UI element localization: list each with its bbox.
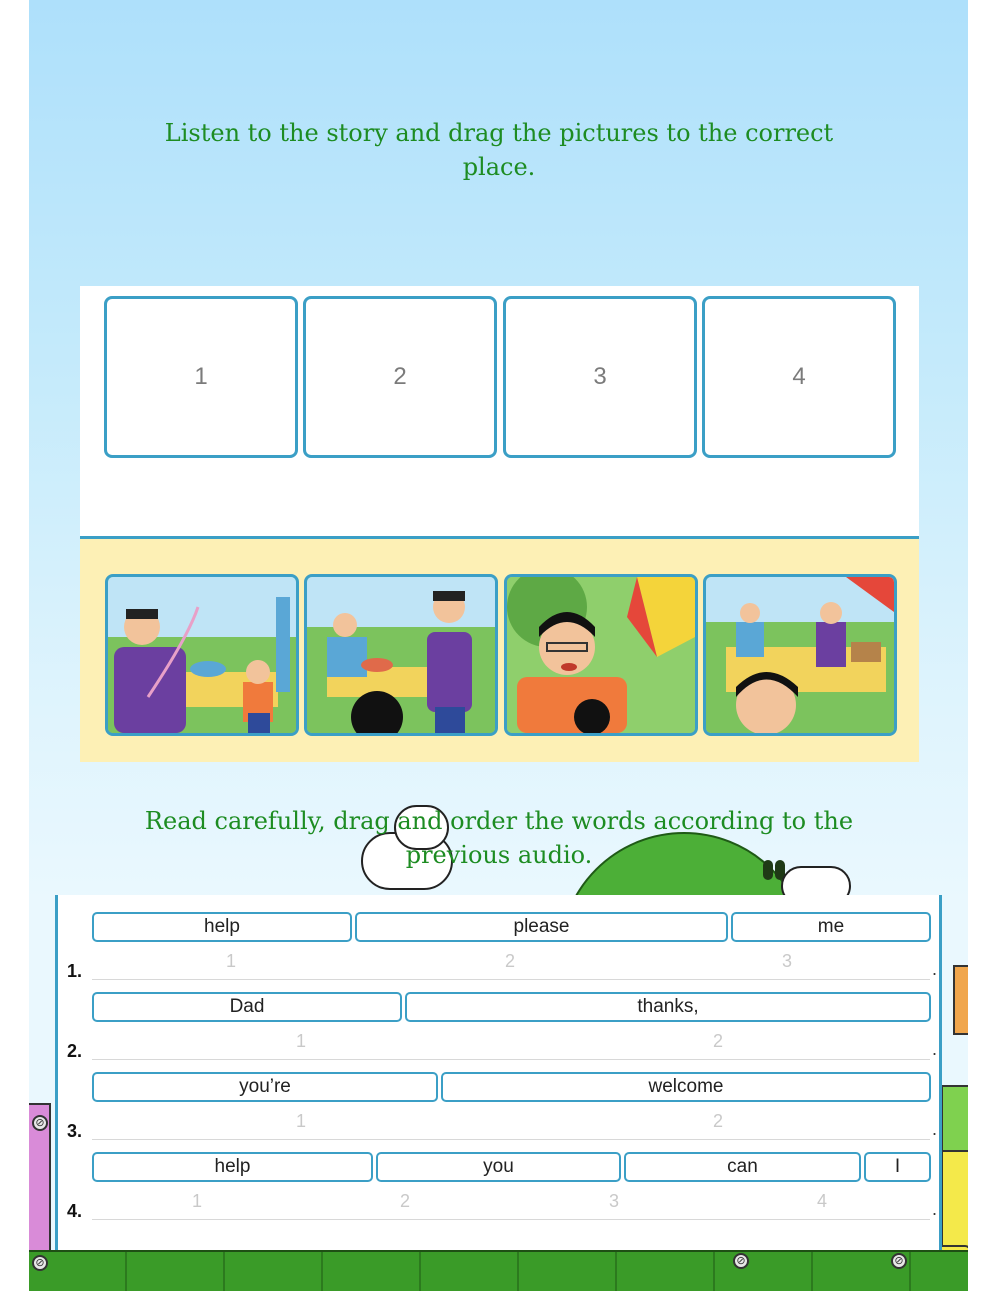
bolt-icon: ⊘ xyxy=(891,1253,907,1269)
background-ground xyxy=(29,1250,968,1291)
bolt-icon: ⊘ xyxy=(32,1115,48,1131)
drop-slot-3[interactable]: 3 xyxy=(503,296,697,458)
word-tile[interactable]: you’re xyxy=(92,1072,438,1102)
word-tile[interactable]: please xyxy=(355,912,728,942)
word-tile[interactable]: you xyxy=(376,1152,621,1182)
word-tile[interactable]: me xyxy=(731,912,931,942)
word-tile[interactable]: Dad xyxy=(92,992,402,1022)
answer-slot-1[interactable]: 1 xyxy=(296,1111,307,1131)
answer-slot-4[interactable]: 4 xyxy=(817,1191,828,1211)
background-pipe-yellow xyxy=(941,1150,968,1255)
word-tile[interactable]: thanks, xyxy=(405,992,931,1022)
drop-slot-4[interactable]: 4 xyxy=(702,296,896,458)
sentence-end: . xyxy=(932,959,938,979)
question-number: 2. xyxy=(67,1041,83,1061)
answer-slot-1[interactable]: 1 xyxy=(226,951,237,971)
sentence-end: . xyxy=(932,1039,938,1059)
answer-slot-2[interactable]: 2 xyxy=(400,1191,411,1211)
word-tile[interactable]: I xyxy=(864,1152,931,1182)
answer-line xyxy=(92,1139,930,1140)
answer-slot-3[interactable]: 3 xyxy=(609,1191,620,1211)
word-tile[interactable]: can xyxy=(624,1152,861,1182)
answer-slot-3[interactable]: 3 xyxy=(782,951,793,971)
question-number: 3. xyxy=(67,1121,83,1141)
answer-slot-2[interactable]: 2 xyxy=(505,951,516,971)
answer-line xyxy=(92,1059,930,1060)
sentence-end: . xyxy=(932,1119,938,1139)
drop-slot-1[interactable]: 1 xyxy=(104,296,298,458)
word-order-activity xyxy=(55,895,942,1250)
picnic-blanket-picture[interactable] xyxy=(703,574,897,736)
answer-line xyxy=(92,979,930,980)
boy-with-kite-picture[interactable] xyxy=(504,574,698,736)
worksheet-page xyxy=(29,0,968,1291)
answer-slot-2[interactable]: 2 xyxy=(713,1031,724,1051)
answer-slot-1[interactable]: 1 xyxy=(296,1031,307,1051)
background-pipe-orange xyxy=(953,965,968,1035)
answer-slot-2[interactable]: 2 xyxy=(713,1111,724,1131)
word-tile[interactable]: welcome xyxy=(441,1072,931,1102)
instruction-listen: Listen to the story and drag the pictures to the correct place. xyxy=(164,119,834,181)
word-tile[interactable]: help xyxy=(92,912,352,942)
word-tile[interactable]: help xyxy=(92,1152,373,1182)
picture-order-activity xyxy=(80,286,919,762)
sentence-end: . xyxy=(932,1199,938,1219)
answer-slot-1[interactable]: 1 xyxy=(192,1191,203,1211)
dad-holding-lights-picture[interactable] xyxy=(105,574,299,736)
drop-slot-2[interactable]: 2 xyxy=(303,296,497,458)
answer-line xyxy=(92,1219,930,1220)
bolt-icon: ⊘ xyxy=(32,1255,48,1271)
family-picnic-picture[interactable] xyxy=(304,574,498,736)
question-number: 1. xyxy=(67,961,83,981)
instruction-read: Read carefully, drag and order the words according to the previous audio. xyxy=(144,807,854,869)
question-number: 4. xyxy=(67,1201,83,1221)
bolt-icon: ⊘ xyxy=(733,1253,749,1269)
